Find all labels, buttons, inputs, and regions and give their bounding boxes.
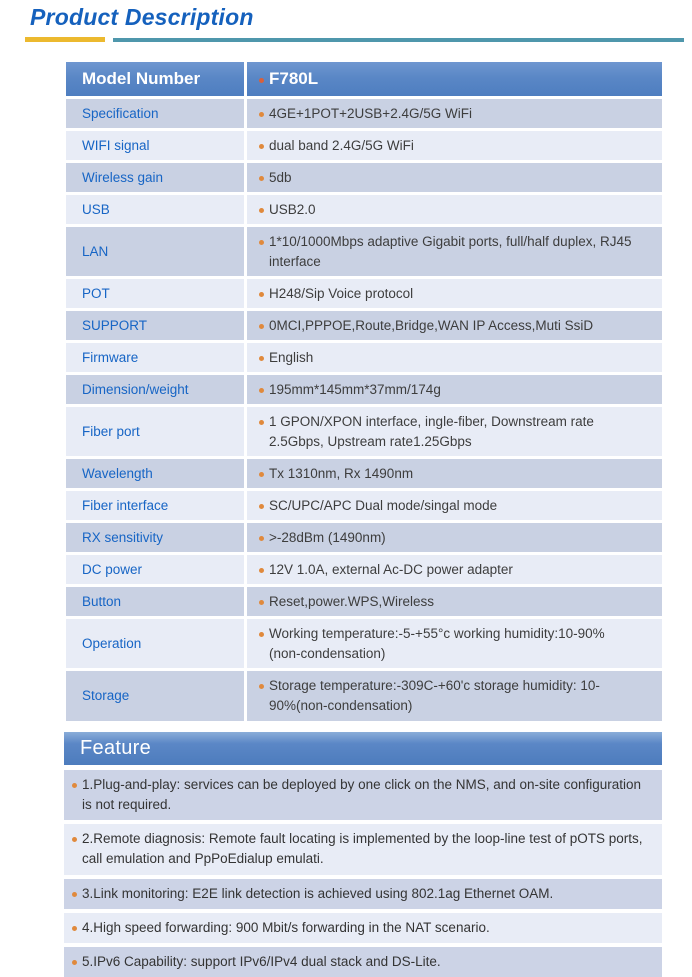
bullet-icon — [259, 208, 264, 213]
feature-title: Feature — [80, 737, 151, 760]
feature-item-text: 3.Link monitoring: E2E link detection is achieved using 802.1ag Ethernet OAM. — [82, 884, 553, 904]
table-row-wifi-signal — [66, 131, 662, 160]
bullet-icon — [259, 632, 264, 637]
row-label: POT — [82, 286, 110, 301]
bullet-icon — [72, 783, 77, 788]
feature-item-4 — [64, 913, 662, 943]
row-value: 0MCI,PPPOE,Route,Bridge,WAN IP Access,Muti SsiD — [269, 318, 593, 333]
table-row-dc-power — [66, 555, 662, 584]
bullet-icon — [259, 356, 264, 361]
underline-yellow-segment — [25, 37, 105, 42]
table-row-fiber-interface — [66, 491, 662, 520]
row-label: Wavelength — [82, 466, 153, 481]
bullet-icon — [259, 504, 264, 509]
row-label: LAN — [82, 244, 108, 259]
table-row-operation — [66, 619, 662, 668]
row-label: Fiber interface — [82, 498, 168, 513]
row-value: 5db — [269, 170, 292, 185]
table-header-row — [66, 62, 662, 96]
row-label: Dimension/weight — [82, 382, 189, 397]
bullet-icon — [259, 144, 264, 149]
underline-teal-segment — [113, 38, 684, 42]
row-value: >-28dBm (1490nm) — [269, 530, 386, 545]
row-label: SUPPORT — [82, 318, 147, 333]
row-label: Storage — [82, 688, 129, 703]
table-row-specification — [66, 99, 662, 128]
feature-item-2 — [64, 824, 662, 875]
title-underline — [25, 37, 692, 42]
page-title: Product Description — [30, 4, 692, 31]
row-label: Button — [82, 594, 121, 609]
model-number-value-cell — [247, 62, 662, 96]
feature-item-1 — [64, 770, 662, 821]
feature-item-3 — [64, 879, 662, 909]
row-value: 12V 1.0A, external Ac-DC power adapter — [269, 562, 513, 577]
table-row-firmware — [66, 343, 662, 372]
row-label: Specification — [82, 106, 159, 121]
table-row-usb — [66, 195, 662, 224]
row-label: Operation — [82, 636, 141, 651]
bullet-icon — [259, 600, 264, 605]
bullet-icon — [72, 892, 77, 897]
row-value: H248/Sip Voice protocol — [269, 286, 413, 301]
bullet-icon — [72, 960, 77, 965]
row-value: USB2.0 — [269, 202, 316, 217]
bullet-icon — [259, 472, 264, 477]
row-label: WIFI signal — [82, 138, 150, 153]
table-row-storage — [66, 671, 662, 720]
row-label: Fiber port — [82, 424, 140, 439]
feature-item-text: 5.IPv6 Capability: support IPv6/IPv4 dual stack and DS-Lite. — [82, 952, 441, 972]
title-section — [0, 0, 692, 42]
bullet-icon — [259, 388, 264, 393]
bullet-icon — [259, 536, 264, 541]
row-value: 195mm*145mm*37mm/174g — [269, 382, 441, 397]
row-value: 4GE+1POT+2USB+2.4G/5G WiFi — [269, 106, 472, 121]
feature-item-5 — [64, 947, 662, 977]
row-value: 1 GPON/XPON interface, ingle-fiber, Downstream rate 2.5Gbps, Upstream rate1.25Gbps — [269, 412, 614, 451]
row-value: English — [269, 350, 313, 365]
bullet-icon — [259, 176, 264, 181]
bullet-icon — [259, 568, 264, 573]
table-row-pot — [66, 279, 662, 308]
bullet-icon — [259, 420, 264, 425]
row-value: Reset,power.WPS,Wireless — [269, 594, 434, 609]
underline-spacer — [105, 38, 113, 42]
table-row-support — [66, 311, 662, 340]
spec-table — [66, 62, 662, 721]
row-label: USB — [82, 202, 110, 217]
row-label: RX sensitivity — [82, 530, 163, 545]
feature-list — [64, 770, 662, 977]
model-number-value: F780L — [269, 69, 318, 89]
row-value: Storage temperature:-309C-+60'c storage humidity: 10-90%(non-condensation) — [269, 676, 614, 715]
row-value: Working temperature:-5-+55°c working humidity:10-90%(non-condensation) — [269, 624, 614, 663]
bullet-icon — [259, 324, 264, 329]
row-value: dual band 2.4G/5G WiFi — [269, 138, 414, 153]
model-number-header-cell — [66, 62, 244, 96]
feature-item-text: 2.Remote diagnosis: Remote fault locating is implemented by the loop-line test of pOTS ports, call emulation and PpPoEdialup emulati. — [82, 829, 652, 870]
row-label: DC power — [82, 562, 142, 577]
model-number-label: Model Number — [82, 69, 200, 89]
row-value: 1*10/1000Mbps adaptive Gigabit ports, full/half duplex, RJ45 interface — [269, 232, 654, 271]
row-value: Tx 1310nm, Rx 1490nm — [269, 466, 413, 481]
bullet-icon — [259, 78, 264, 83]
table-row-fiber-port — [66, 407, 662, 456]
bullet-icon — [259, 240, 264, 245]
row-label: Firmware — [82, 350, 138, 365]
table-row-dimension-weight — [66, 375, 662, 404]
bullet-icon — [259, 112, 264, 117]
row-value: SC/UPC/APC Dual mode/singal mode — [269, 498, 497, 513]
table-row-wavelength — [66, 459, 662, 488]
feature-item-text: 4.High speed forwarding: 900 Mbit/s forwarding in the NAT scenario. — [82, 918, 490, 938]
bullet-icon — [72, 837, 77, 842]
table-row-lan — [66, 227, 662, 276]
table-row-rx-sensitivity — [66, 523, 662, 552]
table-row-wireless-gain — [66, 163, 662, 192]
row-label: Wireless gain — [82, 170, 163, 185]
bullet-icon — [72, 926, 77, 931]
table-row-button — [66, 587, 662, 616]
bullet-icon — [259, 684, 264, 689]
feature-section-header — [64, 732, 662, 765]
bullet-icon — [259, 292, 264, 297]
feature-item-text: 1.Plug-and-play: services can be deployed by one click on the NMS, and on-site configuration is not required. — [82, 775, 652, 816]
